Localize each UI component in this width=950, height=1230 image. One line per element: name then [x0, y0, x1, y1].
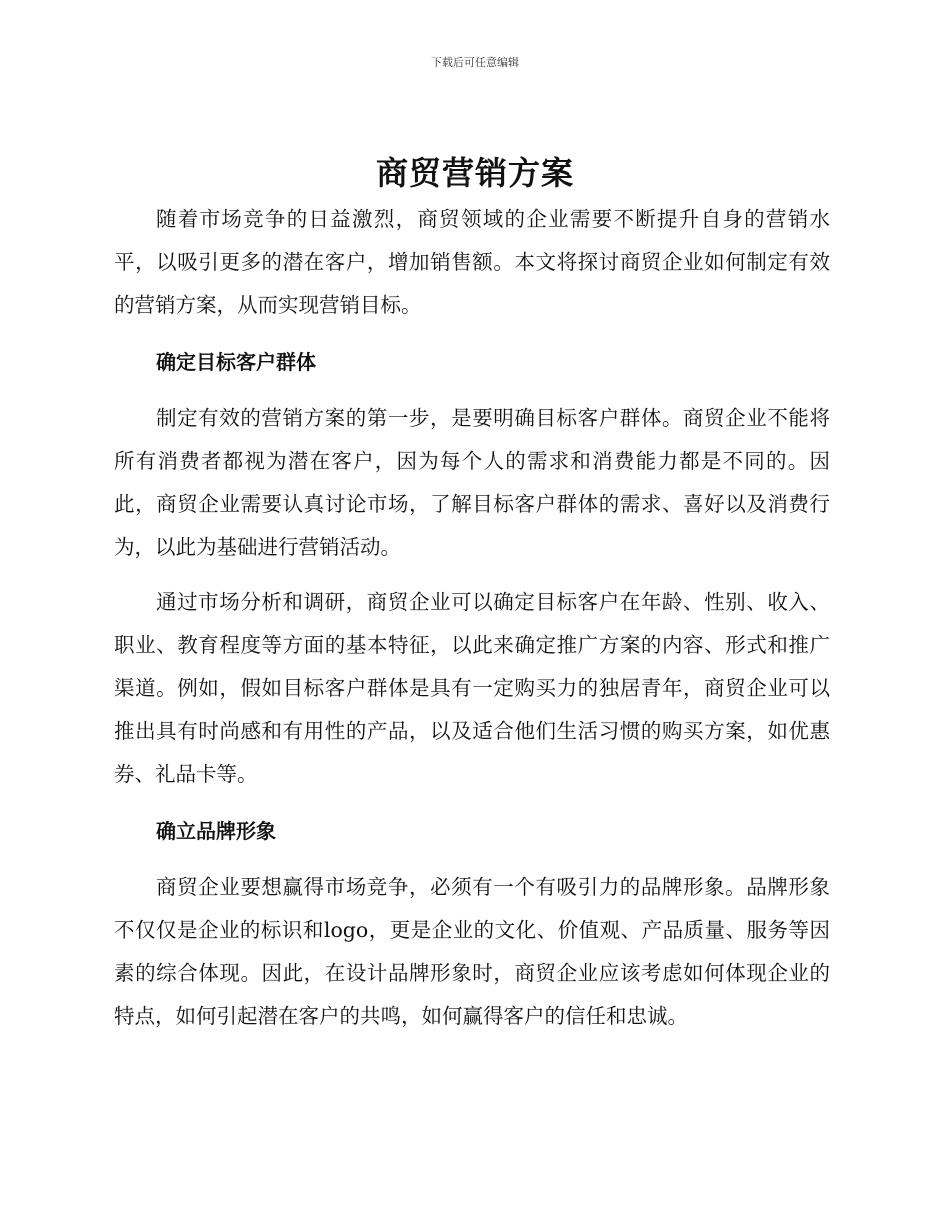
document-title: 商贸营销方案 [375, 154, 574, 192]
section-heading-target-customers: 确定目标客户群体 [156, 350, 316, 374]
section-2-paragraph-1: 商贸企业要想赢得市场竞争，必须有一个有吸引力的品牌形象。品牌形象不仅仅是企业的标识和logo，更是企业的文化、价值观、产品质量、服务等因素的综合体现。因此，在设计品牌形象时，商贸企业应该考虑如何体现企业的特点，如何引起潜在客户的共鸣，如何赢得客户的信任和忠诚。 [114, 875, 830, 1028]
section-1-paragraph-1: 制定有效的营销方案的第一步，是要明确目标客户群体。商贸企业不能将所有消费者都视为潜在客户，因为每个人的需求和消费能力都是不同的。因此，商贸企业需要认真讨论市场，了解目标客户群体的需求、喜好以及消费行为，以此为基础进行营销活动。 [114, 406, 830, 559]
section-1-paragraph-2: 通过市场分析和调研，商贸企业可以确定目标客户在年龄、性别、收入、职业、教育程度等方面的基本特征，以此来确定推广方案的内容、形式和推广渠道。例如，假如目标客户群体是具有一定购买力的独居青年，商贸企业可以推出具有时尚感和有用性的产品，以及适合他们生活习惯的购买方案，如优惠券、礼品卡等。 [114, 590, 830, 786]
intro-paragraph: 随着市场竞争的日益激烈，商贸领域的企业需要不断提升自身的营销水平，以吸引更多的潜在客户，增加销售额。本文将探讨商贸企业如何制定有效的营销方案，从而实现营销目标。 [114, 207, 830, 317]
document-body [114, 198, 830, 1038]
header-note: 下载后可任意编辑 [431, 56, 519, 69]
section-heading-brand-image: 确立品牌形象 [156, 819, 276, 843]
